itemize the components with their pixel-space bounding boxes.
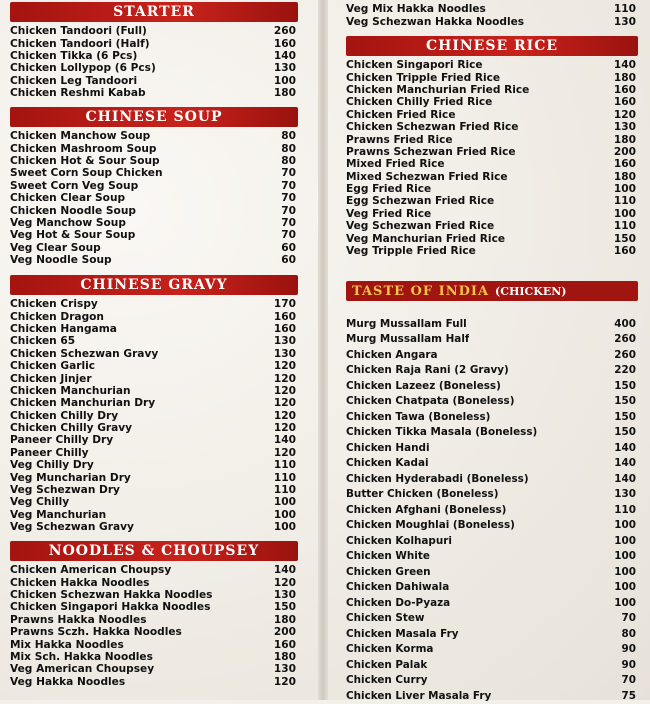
item-name: Chicken Clear Soup bbox=[10, 192, 126, 205]
menu-item bbox=[10, 335, 298, 347]
menu-item bbox=[346, 471, 638, 487]
item-price: 180 bbox=[613, 133, 636, 146]
menu-item bbox=[10, 614, 298, 626]
menu-item bbox=[10, 676, 298, 688]
item-name: Chicken Jinjer bbox=[10, 372, 92, 385]
item-name: Chicken Singapori Hakka Noodles bbox=[10, 601, 211, 614]
item-name: Veg Noodle Soup bbox=[10, 254, 112, 267]
item-price: 180 bbox=[613, 170, 636, 183]
section-subtitle: (CHICKEN) bbox=[495, 284, 567, 298]
section-chinese-rice bbox=[346, 36, 638, 257]
item-price: 120 bbox=[273, 446, 296, 459]
item-name: Veg Fried Rice bbox=[346, 207, 432, 220]
item-price: 90 bbox=[621, 658, 636, 671]
item-price: 75 bbox=[621, 689, 636, 702]
item-name: Chicken Schezwan Gravy bbox=[10, 347, 159, 360]
menu-item bbox=[346, 3, 638, 15]
item-price: 120 bbox=[273, 675, 296, 688]
item-list bbox=[346, 3, 638, 28]
item-name: Chicken Schezwan Hakka Noodles bbox=[10, 588, 213, 601]
menu-item bbox=[346, 195, 638, 207]
menu-item bbox=[346, 580, 638, 596]
item-price: 110 bbox=[614, 503, 636, 516]
item-name: Chicken Handi bbox=[346, 441, 430, 454]
item-name: Chicken Crispy bbox=[10, 298, 98, 311]
item-price: 160 bbox=[613, 83, 636, 96]
item-price: 100 bbox=[273, 496, 296, 509]
menu-item bbox=[346, 220, 638, 232]
item-price: 180 bbox=[273, 613, 296, 626]
item-name: Chicken Dahiwala bbox=[346, 581, 450, 594]
menu-item bbox=[346, 208, 638, 220]
item-name: Chicken Manchurian Fried Rice bbox=[346, 83, 530, 96]
item-price: 130 bbox=[614, 488, 636, 501]
menu-item bbox=[346, 232, 638, 244]
item-price: 60 bbox=[281, 241, 296, 254]
item-name: Veg Mix Hakka Noodles bbox=[346, 3, 486, 16]
item-price: 70 bbox=[281, 204, 296, 217]
menu-item bbox=[346, 642, 638, 658]
item-name: Chicken Garlic bbox=[10, 360, 96, 373]
menu-item bbox=[346, 146, 638, 158]
menu-item bbox=[346, 347, 638, 363]
menu-item bbox=[346, 158, 638, 170]
item-name: Chicken Stew bbox=[346, 612, 425, 625]
item-list bbox=[10, 130, 298, 266]
menu-item bbox=[346, 378, 638, 394]
menu-item bbox=[10, 310, 298, 322]
item-price: 170 bbox=[273, 298, 296, 311]
item-price: 160 bbox=[273, 322, 296, 335]
menu-item bbox=[346, 245, 638, 257]
page-fold bbox=[318, 0, 328, 700]
item-price: 70 bbox=[281, 229, 296, 242]
item-name: Veg Tripple Fried Rice bbox=[346, 245, 476, 258]
menu-item bbox=[10, 360, 298, 372]
menu-item bbox=[10, 447, 298, 459]
item-name: Chicken Green bbox=[346, 565, 431, 578]
item-name: Veg American Choupsey bbox=[10, 663, 155, 676]
item-price: 180 bbox=[273, 650, 296, 663]
item-price: 80 bbox=[621, 627, 636, 640]
menu-item bbox=[10, 521, 298, 533]
section-starter bbox=[10, 2, 298, 99]
section-noodles-continued bbox=[346, 3, 638, 28]
menu-item bbox=[346, 533, 638, 549]
item-name: Chicken Chilly Dry bbox=[10, 409, 119, 422]
section-title: NOODLES & CHOUPSEY bbox=[10, 541, 298, 561]
item-name: Chicken Noodle Soup bbox=[10, 204, 136, 217]
item-price: 120 bbox=[273, 397, 296, 410]
menu-item bbox=[10, 471, 298, 483]
item-name: Chicken Fried Rice bbox=[346, 108, 456, 121]
item-price: 220 bbox=[614, 364, 636, 377]
menu-item bbox=[10, 242, 298, 254]
item-price: 140 bbox=[273, 564, 296, 577]
menu-item bbox=[10, 180, 298, 192]
item-price: 160 bbox=[613, 96, 636, 109]
item-name: Veg Manchurian Fried Rice bbox=[346, 232, 506, 245]
item-name: Paneer Chilly bbox=[10, 446, 89, 459]
menu-item bbox=[10, 217, 298, 229]
item-name: Chicken Reshmi Kabab bbox=[10, 87, 146, 100]
item-name: Veg Manchow Soup bbox=[10, 216, 126, 229]
menu-item bbox=[346, 564, 638, 580]
item-price: 140 bbox=[614, 457, 636, 470]
menu-item bbox=[10, 651, 298, 663]
item-name: Mixed Fried Rice bbox=[346, 158, 445, 171]
item-price: 140 bbox=[614, 441, 636, 454]
item-price: 260 bbox=[273, 25, 296, 38]
menu-item bbox=[10, 192, 298, 204]
item-price: 120 bbox=[273, 409, 296, 422]
item-name: Veg Chilly Dry bbox=[10, 459, 94, 472]
item-name: Chicken Tandoori (Half) bbox=[10, 37, 150, 50]
item-price: 200 bbox=[273, 626, 296, 639]
item-price: 70 bbox=[621, 674, 636, 687]
menu-item bbox=[10, 323, 298, 335]
menu-item bbox=[346, 109, 638, 121]
item-name: Chicken Hyderabadi (Boneless) bbox=[346, 472, 529, 485]
menu-item bbox=[346, 394, 638, 410]
menu-item bbox=[346, 133, 638, 145]
menu-item bbox=[346, 425, 638, 441]
item-price: 100 bbox=[614, 534, 636, 547]
menu-item bbox=[10, 298, 298, 310]
item-price: 100 bbox=[273, 521, 296, 534]
item-price: 120 bbox=[613, 108, 636, 121]
item-name: Chicken 65 bbox=[10, 335, 76, 348]
item-price: 70 bbox=[621, 612, 636, 625]
item-price: 100 bbox=[614, 550, 636, 563]
item-name: Murg Mussallam Half bbox=[346, 333, 470, 346]
item-price: 70 bbox=[281, 179, 296, 192]
menu-item bbox=[10, 663, 298, 675]
item-name: Chicken Leg Tandoori bbox=[10, 74, 138, 87]
menu-item bbox=[346, 15, 638, 27]
item-name: Veg Muncharian Dry bbox=[10, 471, 131, 484]
item-price: 70 bbox=[281, 192, 296, 205]
menu-item bbox=[10, 130, 298, 142]
item-price: 100 bbox=[273, 508, 296, 521]
item-name: Veg Schezwan Gravy bbox=[10, 521, 134, 534]
item-name: Chicken Kadai bbox=[346, 457, 429, 470]
item-price: 140 bbox=[273, 49, 296, 62]
item-name: Mix Hakka Noodles bbox=[10, 638, 124, 651]
item-name: Prawns Schezwan Fried Rice bbox=[346, 145, 516, 158]
item-price: 130 bbox=[273, 588, 296, 601]
item-name: Sweet Corn Veg Soup bbox=[10, 179, 139, 192]
item-price: 160 bbox=[613, 245, 636, 258]
item-price: 70 bbox=[281, 167, 296, 180]
item-price: 120 bbox=[273, 360, 296, 373]
item-price: 110 bbox=[613, 195, 636, 208]
item-list bbox=[346, 316, 638, 704]
item-price: 100 bbox=[614, 565, 636, 578]
menu-item bbox=[346, 518, 638, 534]
menu-item bbox=[10, 509, 298, 521]
menu-item bbox=[10, 75, 298, 87]
menu-item bbox=[10, 601, 298, 613]
menu-item bbox=[10, 37, 298, 49]
item-price: 110 bbox=[273, 459, 296, 472]
item-name: Chicken Masala Fry bbox=[346, 627, 459, 640]
item-name: Veg Schezwan Dry bbox=[10, 484, 120, 497]
menu-item bbox=[10, 62, 298, 74]
menu-item bbox=[10, 564, 298, 576]
section-taste-of-india bbox=[346, 281, 638, 704]
item-name: Chicken Chilly Gravy bbox=[10, 422, 133, 435]
item-name: Chicken Do-Pyaza bbox=[346, 596, 451, 609]
item-price: 100 bbox=[273, 74, 296, 87]
item-name: Chicken White bbox=[346, 550, 430, 563]
menu-item bbox=[10, 155, 298, 167]
menu-item bbox=[10, 348, 298, 360]
item-price: 80 bbox=[281, 142, 296, 155]
menu-item bbox=[10, 254, 298, 266]
menu-item bbox=[346, 456, 638, 472]
item-name: Chicken Hot & Sour Soup bbox=[10, 154, 160, 167]
section-title bbox=[346, 281, 638, 301]
item-name: Murg Mussallam Full bbox=[346, 317, 467, 330]
item-price: 200 bbox=[613, 145, 636, 158]
menu-item bbox=[346, 487, 638, 503]
menu-item bbox=[346, 171, 638, 183]
item-name: Chicken Korma bbox=[346, 643, 434, 656]
menu-item bbox=[346, 673, 638, 689]
menu-item bbox=[10, 638, 298, 650]
menu-item bbox=[10, 576, 298, 588]
menu-item bbox=[10, 496, 298, 508]
item-name: Veg Hakka Noodles bbox=[10, 675, 126, 688]
item-name: Veg Manchurian bbox=[10, 508, 107, 521]
item-price: 150 bbox=[614, 379, 636, 392]
menu-item bbox=[346, 363, 638, 379]
item-name: Chicken Moughlai (Boneless) bbox=[346, 519, 515, 532]
item-price: 160 bbox=[273, 638, 296, 651]
menu-item bbox=[10, 589, 298, 601]
menu-item bbox=[10, 410, 298, 422]
menu-item bbox=[10, 167, 298, 179]
item-name: Chicken Dragon bbox=[10, 310, 104, 323]
item-price: 110 bbox=[273, 471, 296, 484]
item-name: Chicken Curry bbox=[346, 674, 428, 687]
menu-item bbox=[346, 59, 638, 71]
item-name: Veg Chilly bbox=[10, 496, 70, 509]
menu-item bbox=[346, 409, 638, 425]
item-name: Chicken American Choupsy bbox=[10, 564, 172, 577]
menu-item bbox=[346, 183, 638, 195]
item-price: 120 bbox=[273, 576, 296, 589]
item-price: 180 bbox=[613, 71, 636, 84]
menu-item bbox=[346, 611, 638, 627]
item-name: Veg Hot & Sour Soup bbox=[10, 229, 136, 242]
menu-item bbox=[346, 121, 638, 133]
menu-item bbox=[10, 397, 298, 409]
menu-item bbox=[10, 434, 298, 446]
item-name: Chicken Mashroom Soup bbox=[10, 142, 157, 155]
item-price: 260 bbox=[614, 333, 636, 346]
menu-item bbox=[10, 372, 298, 384]
item-price: 90 bbox=[621, 643, 636, 656]
item-price: 160 bbox=[613, 158, 636, 171]
item-name: Chicken Afghani (Boneless) bbox=[346, 503, 507, 516]
item-price: 100 bbox=[614, 581, 636, 594]
menu-item bbox=[10, 142, 298, 154]
item-name: Chicken Hangama bbox=[10, 322, 117, 335]
item-name: Chicken Tandoori (Full) bbox=[10, 25, 147, 38]
menu-item bbox=[346, 96, 638, 108]
menu-item bbox=[10, 626, 298, 638]
item-price: 130 bbox=[613, 121, 636, 134]
item-name: Chicken Kolhapuri bbox=[346, 534, 452, 547]
menu-item bbox=[10, 229, 298, 241]
menu-item bbox=[10, 484, 298, 496]
menu-item bbox=[346, 440, 638, 456]
item-name: Chicken Hakka Noodles bbox=[10, 576, 150, 589]
item-name: Chicken Singapori Rice bbox=[346, 59, 483, 72]
section-title: CHINESE SOUP bbox=[10, 107, 298, 127]
item-name: Chicken Manchurian Dry bbox=[10, 397, 156, 410]
item-price: 80 bbox=[281, 130, 296, 143]
item-price: 100 bbox=[614, 519, 636, 532]
item-price: 160 bbox=[273, 37, 296, 50]
item-price: 110 bbox=[273, 484, 296, 497]
item-name: Chicken Lazeez (Boneless) bbox=[346, 379, 501, 392]
item-name: Chicken Chilly Fried Rice bbox=[346, 96, 493, 109]
menu-item bbox=[10, 422, 298, 434]
menu-item bbox=[346, 657, 638, 673]
item-name: Veg Schezwan Hakka Noodles bbox=[346, 15, 525, 28]
item-name: Chicken Lollypop (6 Pcs) bbox=[10, 62, 156, 75]
item-name: Egg Schezwan Fried Rice bbox=[346, 195, 495, 208]
section-chinese-soup bbox=[10, 107, 298, 266]
item-price: 80 bbox=[281, 154, 296, 167]
item-price: 150 bbox=[614, 410, 636, 423]
section-chinese-gravy bbox=[10, 275, 298, 533]
item-name: Prawns Hakka Noodles bbox=[10, 613, 147, 626]
item-name: Egg Fried Rice bbox=[346, 183, 432, 196]
item-price: 150 bbox=[273, 601, 296, 614]
item-price: 110 bbox=[613, 3, 636, 16]
item-price: 150 bbox=[614, 395, 636, 408]
item-price: 100 bbox=[613, 207, 636, 220]
item-price: 70 bbox=[281, 216, 296, 229]
item-name: Chicken Chatpata (Boneless) bbox=[346, 395, 515, 408]
item-name: Mix Sch. Hakka Noodles bbox=[10, 650, 153, 663]
section-noodles bbox=[10, 541, 298, 688]
menu-item bbox=[346, 626, 638, 642]
item-name: Veg Schezwan Fried Rice bbox=[346, 220, 495, 233]
item-list bbox=[10, 564, 298, 688]
item-price: 140 bbox=[614, 472, 636, 485]
menu-item bbox=[10, 385, 298, 397]
section-title: CHINESE RICE bbox=[346, 36, 638, 56]
menu-item bbox=[10, 204, 298, 216]
menu-item bbox=[346, 316, 638, 332]
item-name: Chicken Tawa (Boneless) bbox=[346, 410, 491, 423]
menu-item bbox=[346, 688, 638, 704]
menu-item bbox=[10, 459, 298, 471]
item-name: Sweet Corn Soup Chicken bbox=[10, 167, 163, 180]
item-price: 100 bbox=[613, 183, 636, 196]
item-price: 130 bbox=[273, 347, 296, 360]
item-price: 400 bbox=[614, 317, 636, 330]
menu-item bbox=[346, 332, 638, 348]
item-price: 130 bbox=[613, 15, 636, 28]
item-price: 120 bbox=[273, 384, 296, 397]
item-name: Chicken Raja Rani (2 Gravy) bbox=[346, 364, 509, 377]
item-price: 120 bbox=[273, 372, 296, 385]
item-name: Chicken Manchurian bbox=[10, 384, 131, 397]
item-name: Chicken Schezwan Fried Rice bbox=[346, 121, 519, 134]
section-title: CHINESE GRAVY bbox=[10, 275, 298, 295]
item-list bbox=[346, 59, 638, 257]
item-list bbox=[10, 298, 298, 533]
menu-item bbox=[10, 87, 298, 99]
item-name: Mixed Schezwan Fried Rice bbox=[346, 170, 508, 183]
item-name: Veg Clear Soup bbox=[10, 241, 101, 254]
item-name: Paneer Chilly Dry bbox=[10, 434, 114, 447]
item-name: Chicken Tripple Fried Rice bbox=[346, 71, 501, 84]
item-price: 60 bbox=[281, 254, 296, 267]
menu-item bbox=[10, 25, 298, 37]
item-name: Butter Chicken (Boneless) bbox=[346, 488, 499, 501]
item-price: 120 bbox=[273, 422, 296, 435]
menu-item bbox=[346, 84, 638, 96]
item-price: 180 bbox=[273, 87, 296, 100]
item-price: 130 bbox=[273, 62, 296, 75]
menu-item bbox=[10, 50, 298, 62]
section-title: STARTER bbox=[10, 2, 298, 22]
menu-item bbox=[346, 71, 638, 83]
item-name: Chicken Liver Masala Fry bbox=[346, 689, 492, 702]
item-price: 150 bbox=[613, 232, 636, 245]
item-price: 140 bbox=[273, 434, 296, 447]
item-name: Chicken Palak bbox=[346, 658, 428, 671]
item-price: 110 bbox=[613, 220, 636, 233]
item-name: Chicken Angara bbox=[346, 348, 438, 361]
item-name: Chicken Tikka Masala (Boneless) bbox=[346, 426, 538, 439]
item-price: 140 bbox=[613, 59, 636, 72]
item-name: Chicken Manchow Soup bbox=[10, 130, 151, 143]
menu-item bbox=[346, 502, 638, 518]
item-price: 130 bbox=[273, 663, 296, 676]
item-price: 160 bbox=[273, 310, 296, 323]
menu-item bbox=[346, 595, 638, 611]
item-name: Chicken Tikka (6 Pcs) bbox=[10, 49, 138, 62]
item-name: Prawns Sczh. Hakka Noodles bbox=[10, 626, 182, 639]
item-name: Prawns Fried Rice bbox=[346, 133, 453, 146]
item-price: 150 bbox=[614, 426, 636, 439]
item-price: 100 bbox=[614, 596, 636, 609]
item-list bbox=[10, 25, 298, 99]
item-price: 260 bbox=[614, 348, 636, 361]
menu-item bbox=[346, 549, 638, 565]
section-title-text: TASTE OF INDIA bbox=[352, 283, 490, 299]
item-price: 130 bbox=[273, 335, 296, 348]
